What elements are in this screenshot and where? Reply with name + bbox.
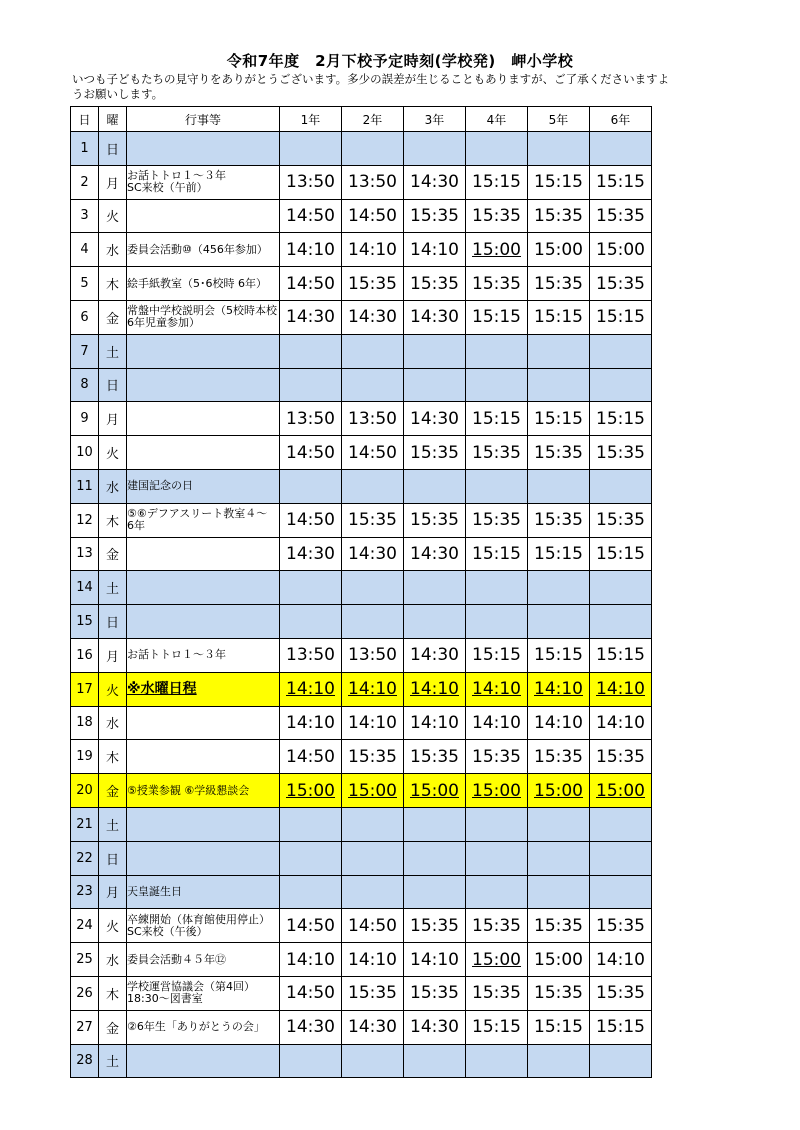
time-cell-grade-2: 15:35	[342, 503, 404, 537]
time-cell-grade-2	[342, 1044, 404, 1078]
time-cell-grade-2	[342, 807, 404, 841]
schedule-table	[70, 106, 652, 1078]
event-cell: 卒練開始（体育館使用停止） SC来校（午後）	[127, 909, 280, 943]
event-cell: お話トトロ１～３年 SC来校（午前）	[127, 165, 280, 199]
table-row	[71, 672, 652, 706]
weekday-cell: 水	[99, 233, 127, 267]
time-cell-grade-1: 14:50	[280, 436, 342, 470]
weekday-cell: 木	[99, 976, 127, 1010]
time-cell-grade-3: 15:35	[404, 503, 466, 537]
time-cell-grade-2: 14:30	[342, 1010, 404, 1044]
day-cell: 6	[71, 300, 99, 334]
time-cell-grade-3	[404, 875, 466, 909]
event-cell	[127, 807, 280, 841]
time-cell-grade-1: 14:50	[280, 199, 342, 233]
table-row	[71, 199, 652, 233]
time-cell-grade-2	[342, 132, 404, 166]
table-row	[71, 605, 652, 639]
time-cell-grade-4: 15:35	[466, 909, 528, 943]
weekday-cell: 月	[99, 638, 127, 672]
time-cell-grade-3: 14:30	[404, 300, 466, 334]
weekday-cell: 土	[99, 334, 127, 368]
weekday-cell: 金	[99, 1010, 127, 1044]
time-cell-grade-4	[466, 334, 528, 368]
table-row	[71, 909, 652, 943]
header-grade-4: 4年	[466, 107, 528, 132]
event-cell: 天皇誕生日	[127, 875, 280, 909]
time-cell-grade-2	[342, 469, 404, 503]
time-cell-grade-6: 14:10	[590, 672, 652, 706]
time-cell-grade-3: 14:10	[404, 233, 466, 267]
time-cell-grade-1: 15:00	[280, 774, 342, 808]
time-cell-grade-4: 15:35	[466, 740, 528, 774]
time-cell-grade-4: 15:15	[466, 537, 528, 571]
weekday-cell: 月	[99, 402, 127, 436]
event-cell	[127, 199, 280, 233]
time-cell-grade-4: 15:15	[466, 638, 528, 672]
day-cell: 21	[71, 807, 99, 841]
time-cell-grade-6: 15:15	[590, 402, 652, 436]
time-cell-grade-2: 14:50	[342, 909, 404, 943]
time-cell-grade-2: 14:50	[342, 199, 404, 233]
day-cell: 4	[71, 233, 99, 267]
time-cell-grade-5: 15:15	[528, 300, 590, 334]
time-cell-grade-6	[590, 807, 652, 841]
day-cell: 3	[71, 199, 99, 233]
weekday-cell: 木	[99, 740, 127, 774]
time-cell-grade-4	[466, 875, 528, 909]
time-cell-grade-3	[404, 1044, 466, 1078]
weekday-cell: 月	[99, 165, 127, 199]
day-cell: 15	[71, 605, 99, 639]
table-row	[71, 503, 652, 537]
day-cell: 26	[71, 976, 99, 1010]
table-row	[71, 807, 652, 841]
weekday-cell: 木	[99, 267, 127, 301]
time-cell-grade-3	[404, 132, 466, 166]
time-cell-grade-3: 14:30	[404, 537, 466, 571]
time-cell-grade-5	[528, 875, 590, 909]
weekday-cell: 日	[99, 841, 127, 875]
time-cell-grade-3	[404, 469, 466, 503]
weekday-cell: 火	[99, 436, 127, 470]
time-cell-grade-5: 15:00	[528, 774, 590, 808]
time-cell-grade-4: 15:00	[466, 943, 528, 977]
day-cell: 18	[71, 706, 99, 740]
time-cell-grade-1: 13:50	[280, 165, 342, 199]
time-cell-grade-4	[466, 1044, 528, 1078]
time-cell-grade-6: 15:35	[590, 199, 652, 233]
weekday-cell: 火	[99, 199, 127, 233]
time-cell-grade-2	[342, 334, 404, 368]
time-cell-grade-1	[280, 807, 342, 841]
day-cell: 22	[71, 841, 99, 875]
time-cell-grade-6	[590, 1044, 652, 1078]
time-cell-grade-4: 15:15	[466, 165, 528, 199]
time-cell-grade-6: 15:00	[590, 774, 652, 808]
time-cell-grade-6	[590, 368, 652, 402]
time-cell-grade-2: 14:10	[342, 233, 404, 267]
time-cell-grade-2	[342, 571, 404, 605]
weekday-cell: 水	[99, 469, 127, 503]
time-cell-grade-1: 14:10	[280, 943, 342, 977]
time-cell-grade-4: 15:35	[466, 436, 528, 470]
time-cell-grade-2: 15:35	[342, 976, 404, 1010]
time-cell-grade-1	[280, 368, 342, 402]
time-cell-grade-2: 14:10	[342, 706, 404, 740]
event-cell	[127, 841, 280, 875]
table-row	[71, 1010, 652, 1044]
day-cell: 12	[71, 503, 99, 537]
event-cell: 学校運営協議会（第4回） 18:30～図書室	[127, 976, 280, 1010]
table-row	[71, 132, 652, 166]
time-cell-grade-5: 15:35	[528, 436, 590, 470]
time-cell-grade-5: 15:15	[528, 402, 590, 436]
time-cell-grade-6: 14:10	[590, 943, 652, 977]
time-cell-grade-6: 15:15	[590, 165, 652, 199]
time-cell-grade-4: 15:35	[466, 503, 528, 537]
time-cell-grade-3: 15:00	[404, 774, 466, 808]
time-cell-grade-6: 14:10	[590, 706, 652, 740]
time-cell-grade-6: 15:15	[590, 1010, 652, 1044]
time-cell-grade-5	[528, 1044, 590, 1078]
time-cell-grade-6	[590, 132, 652, 166]
event-cell	[127, 368, 280, 402]
day-cell: 7	[71, 334, 99, 368]
weekday-cell: 月	[99, 875, 127, 909]
time-cell-grade-3: 15:35	[404, 436, 466, 470]
time-cell-grade-4: 15:15	[466, 300, 528, 334]
table-row	[71, 300, 652, 334]
time-cell-grade-6: 15:35	[590, 909, 652, 943]
table-row	[71, 740, 652, 774]
time-cell-grade-1: 14:30	[280, 300, 342, 334]
time-cell-grade-3: 15:35	[404, 976, 466, 1010]
time-cell-grade-5	[528, 368, 590, 402]
time-cell-grade-5: 15:35	[528, 976, 590, 1010]
day-cell: 2	[71, 165, 99, 199]
time-cell-grade-1: 14:50	[280, 976, 342, 1010]
time-cell-grade-5: 15:00	[528, 943, 590, 977]
header-dow: 曜	[99, 107, 127, 132]
time-cell-grade-5: 14:10	[528, 706, 590, 740]
event-cell: 絵手紙教室（5･6校時 6年）	[127, 267, 280, 301]
table-row	[71, 267, 652, 301]
weekday-cell: 土	[99, 571, 127, 605]
time-cell-grade-4	[466, 841, 528, 875]
time-cell-grade-5	[528, 605, 590, 639]
time-cell-grade-1	[280, 334, 342, 368]
time-cell-grade-2: 15:35	[342, 740, 404, 774]
time-cell-grade-1	[280, 132, 342, 166]
table-row	[71, 841, 652, 875]
weekday-cell: 日	[99, 132, 127, 166]
event-cell: ⑤⑥デフアスリート教室４～ 6年	[127, 503, 280, 537]
event-cell: ⑤授業参観 ⑥学級懇談会	[127, 774, 280, 808]
time-cell-grade-1	[280, 1044, 342, 1078]
intro-note: いつも子どもたちの見守りをありがとうございます。多少の誤差が生じることもありますが、ご了承くださいますようお願いします。	[72, 72, 670, 101]
time-cell-grade-6: 15:35	[590, 976, 652, 1010]
time-cell-grade-2: 14:10	[342, 943, 404, 977]
time-cell-grade-5	[528, 571, 590, 605]
time-cell-grade-1	[280, 605, 342, 639]
time-cell-grade-2	[342, 368, 404, 402]
time-cell-grade-5: 15:00	[528, 233, 590, 267]
header-grade-3: 3年	[404, 107, 466, 132]
time-cell-grade-6	[590, 571, 652, 605]
time-cell-grade-3	[404, 841, 466, 875]
time-cell-grade-2: 14:30	[342, 300, 404, 334]
time-cell-grade-3: 14:10	[404, 706, 466, 740]
time-cell-grade-4: 15:00	[466, 774, 528, 808]
day-cell: 28	[71, 1044, 99, 1078]
time-cell-grade-3	[404, 807, 466, 841]
weekday-cell: 金	[99, 537, 127, 571]
day-cell: 17	[71, 672, 99, 706]
day-cell: 19	[71, 740, 99, 774]
time-cell-grade-1: 14:50	[280, 909, 342, 943]
time-cell-grade-3	[404, 334, 466, 368]
day-cell: 24	[71, 909, 99, 943]
weekday-cell: 水	[99, 706, 127, 740]
time-cell-grade-3: 15:35	[404, 199, 466, 233]
weekday-cell: 日	[99, 605, 127, 639]
weekday-cell: 水	[99, 943, 127, 977]
time-cell-grade-6: 15:15	[590, 300, 652, 334]
time-cell-grade-6: 15:35	[590, 267, 652, 301]
time-cell-grade-5: 15:35	[528, 503, 590, 537]
event-cell: ※水曜日程	[127, 672, 280, 706]
event-cell: 委員会活動⑩（456年参加）	[127, 233, 280, 267]
table-row	[71, 469, 652, 503]
table-row	[71, 875, 652, 909]
time-cell-grade-1	[280, 841, 342, 875]
weekday-cell: 火	[99, 909, 127, 943]
header-grade-1: 1年	[280, 107, 342, 132]
weekday-cell: 日	[99, 368, 127, 402]
time-cell-grade-4	[466, 469, 528, 503]
event-cell	[127, 706, 280, 740]
event-cell	[127, 132, 280, 166]
time-cell-grade-2: 14:50	[342, 436, 404, 470]
time-cell-grade-3	[404, 368, 466, 402]
time-cell-grade-4: 15:35	[466, 199, 528, 233]
event-cell	[127, 537, 280, 571]
time-cell-grade-1: 14:10	[280, 233, 342, 267]
day-cell: 1	[71, 132, 99, 166]
table-row	[71, 571, 652, 605]
time-cell-grade-6: 15:35	[590, 436, 652, 470]
time-cell-grade-1	[280, 571, 342, 605]
day-cell: 23	[71, 875, 99, 909]
time-cell-grade-4: 15:35	[466, 267, 528, 301]
event-cell	[127, 334, 280, 368]
weekday-cell: 木	[99, 503, 127, 537]
day-cell: 9	[71, 402, 99, 436]
table-row	[71, 706, 652, 740]
time-cell-grade-3: 14:30	[404, 1010, 466, 1044]
time-cell-grade-5: 15:15	[528, 1010, 590, 1044]
time-cell-grade-6: 15:35	[590, 503, 652, 537]
table-row	[71, 436, 652, 470]
header-row	[71, 107, 652, 132]
time-cell-grade-4	[466, 807, 528, 841]
time-cell-grade-5	[528, 132, 590, 166]
header-grade-5: 5年	[528, 107, 590, 132]
time-cell-grade-5	[528, 334, 590, 368]
time-cell-grade-6: 15:35	[590, 740, 652, 774]
time-cell-grade-1: 13:50	[280, 638, 342, 672]
time-cell-grade-1: 14:50	[280, 503, 342, 537]
time-cell-grade-2: 15:35	[342, 267, 404, 301]
event-cell	[127, 402, 280, 436]
header-grade-6: 6年	[590, 107, 652, 132]
time-cell-grade-6	[590, 875, 652, 909]
time-cell-grade-3: 14:30	[404, 165, 466, 199]
table-row	[71, 1044, 652, 1078]
event-cell: 建国記念の日	[127, 469, 280, 503]
time-cell-grade-5: 14:10	[528, 672, 590, 706]
event-cell: 常盤中学校説明会（5校時本校 6年児童参加）	[127, 300, 280, 334]
time-cell-grade-5	[528, 841, 590, 875]
time-cell-grade-3: 14:10	[404, 672, 466, 706]
page-title: 令和7年度 2月下校予定時刻(学校発) 岬小学校	[226, 52, 574, 70]
time-cell-grade-6	[590, 334, 652, 368]
time-cell-grade-5	[528, 469, 590, 503]
table-row	[71, 537, 652, 571]
time-cell-grade-1	[280, 875, 342, 909]
time-cell-grade-5: 15:35	[528, 909, 590, 943]
table-row	[71, 774, 652, 808]
table-row	[71, 233, 652, 267]
time-cell-grade-6	[590, 841, 652, 875]
day-cell: 13	[71, 537, 99, 571]
table-row	[71, 334, 652, 368]
time-cell-grade-1: 14:30	[280, 1010, 342, 1044]
event-cell: お話トトロ１～３年	[127, 638, 280, 672]
table-row	[71, 638, 652, 672]
day-cell: 14	[71, 571, 99, 605]
weekday-cell: 金	[99, 774, 127, 808]
event-cell	[127, 571, 280, 605]
time-cell-grade-2	[342, 605, 404, 639]
header-event: 行事等	[127, 107, 280, 132]
day-cell: 27	[71, 1010, 99, 1044]
time-cell-grade-5: 15:35	[528, 199, 590, 233]
time-cell-grade-4: 15:00	[466, 233, 528, 267]
time-cell-grade-2: 14:10	[342, 672, 404, 706]
time-cell-grade-2	[342, 875, 404, 909]
time-cell-grade-3: 14:10	[404, 943, 466, 977]
day-cell: 10	[71, 436, 99, 470]
table-row	[71, 943, 652, 977]
header-grade-2: 2年	[342, 107, 404, 132]
time-cell-grade-4: 15:15	[466, 1010, 528, 1044]
time-cell-grade-1: 14:50	[280, 740, 342, 774]
time-cell-grade-3: 15:35	[404, 909, 466, 943]
day-cell: 25	[71, 943, 99, 977]
time-cell-grade-3: 15:35	[404, 740, 466, 774]
event-cell	[127, 605, 280, 639]
header-day: 日	[71, 107, 99, 132]
time-cell-grade-6: 15:15	[590, 537, 652, 571]
weekday-cell: 土	[99, 1044, 127, 1078]
time-cell-grade-1: 14:30	[280, 537, 342, 571]
event-cell	[127, 740, 280, 774]
time-cell-grade-3	[404, 571, 466, 605]
time-cell-grade-1	[280, 469, 342, 503]
time-cell-grade-3: 14:30	[404, 402, 466, 436]
time-cell-grade-3	[404, 605, 466, 639]
time-cell-grade-1: 14:10	[280, 706, 342, 740]
time-cell-grade-1: 14:10	[280, 672, 342, 706]
event-cell	[127, 436, 280, 470]
day-cell: 8	[71, 368, 99, 402]
table-row	[71, 402, 652, 436]
day-cell: 20	[71, 774, 99, 808]
time-cell-grade-4: 14:10	[466, 706, 528, 740]
time-cell-grade-4	[466, 132, 528, 166]
time-cell-grade-5: 15:15	[528, 537, 590, 571]
time-cell-grade-3: 14:30	[404, 638, 466, 672]
time-cell-grade-6	[590, 469, 652, 503]
time-cell-grade-6	[590, 605, 652, 639]
day-cell: 5	[71, 267, 99, 301]
time-cell-grade-2: 13:50	[342, 165, 404, 199]
time-cell-grade-5: 15:35	[528, 267, 590, 301]
time-cell-grade-4	[466, 368, 528, 402]
table-row	[71, 165, 652, 199]
time-cell-grade-3: 15:35	[404, 267, 466, 301]
table-row	[71, 976, 652, 1010]
time-cell-grade-1: 13:50	[280, 402, 342, 436]
time-cell-grade-5: 15:15	[528, 165, 590, 199]
time-cell-grade-5: 15:15	[528, 638, 590, 672]
table-row	[71, 368, 652, 402]
day-cell: 16	[71, 638, 99, 672]
time-cell-grade-5: 15:35	[528, 740, 590, 774]
day-cell: 11	[71, 469, 99, 503]
weekday-cell: 金	[99, 300, 127, 334]
time-cell-grade-4	[466, 605, 528, 639]
time-cell-grade-6: 15:00	[590, 233, 652, 267]
event-cell: 委員会活動４５年⑫	[127, 943, 280, 977]
weekday-cell: 土	[99, 807, 127, 841]
time-cell-grade-1: 14:50	[280, 267, 342, 301]
time-cell-grade-2	[342, 841, 404, 875]
time-cell-grade-2: 14:30	[342, 537, 404, 571]
time-cell-grade-4	[466, 571, 528, 605]
time-cell-grade-5	[528, 807, 590, 841]
event-cell: ②6年生「ありがとうの会」	[127, 1010, 280, 1044]
time-cell-grade-6: 15:15	[590, 638, 652, 672]
time-cell-grade-4: 15:15	[466, 402, 528, 436]
time-cell-grade-2: 13:50	[342, 638, 404, 672]
weekday-cell: 火	[99, 672, 127, 706]
time-cell-grade-2: 15:00	[342, 774, 404, 808]
event-cell	[127, 1044, 280, 1078]
time-cell-grade-2: 13:50	[342, 402, 404, 436]
time-cell-grade-4: 14:10	[466, 672, 528, 706]
time-cell-grade-4: 15:35	[466, 976, 528, 1010]
